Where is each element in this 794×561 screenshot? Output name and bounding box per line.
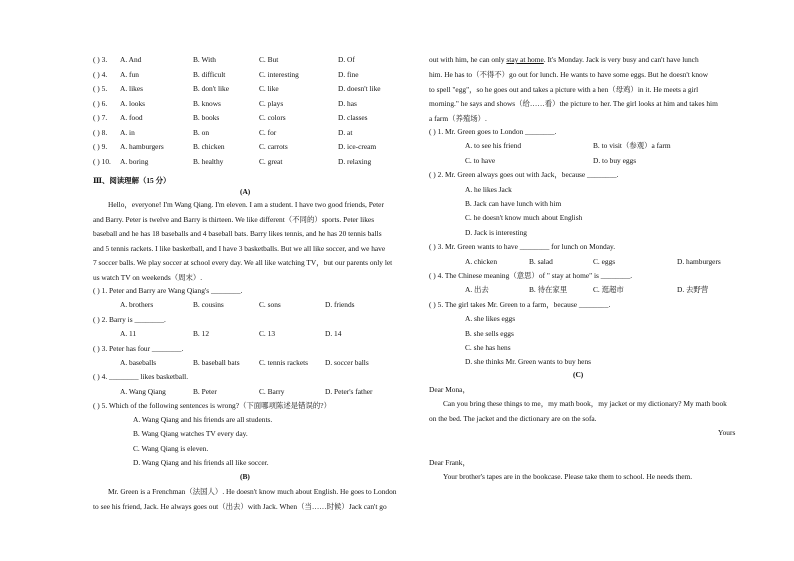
answer-option: D. Wang Qiang and his friends all like soccer. (133, 458, 269, 468)
cloze-option: B. chicken (193, 142, 225, 151)
cloze-option: C. for (259, 127, 277, 137)
answer-option: D. 14 (325, 329, 342, 339)
answer-option: A. brothers (120, 300, 154, 310)
answer-option: B. she sells eggs (465, 328, 514, 338)
answer-option: B. cousins (193, 300, 224, 310)
passage-line: baseball and he has 18 baseballs and 4 baseball bats. Barry likes tennis, and he has 20 tennis balls (93, 229, 382, 238)
cloze-question-number: ( ) 5. (93, 84, 108, 93)
answer-option: A. baseballs (120, 358, 157, 367)
answer-option: D. soccer balls (325, 358, 369, 367)
answer-option: B. salad (529, 256, 553, 266)
passage-b-line (429, 56, 699, 63)
letter-line: Can you bring these things to me，my math book，my jacket or my dictionary? My math book (443, 399, 727, 408)
cloze-option: D. has (338, 98, 357, 108)
cloze-option: D. relaxing (338, 156, 372, 166)
question-stem: ( ) 1. Peter and Barry are Wang Qiang's ________. (93, 286, 243, 295)
answer-option: D. friends (325, 300, 355, 310)
letter-sign-off: Yours (718, 428, 736, 437)
cloze-option: B. knows (193, 98, 221, 108)
cloze-option: C. plays (259, 98, 284, 108)
letter-line: on the bed. The jacket and the dictionary are on the sofa. (429, 413, 597, 423)
answer-option: B. Wang Qiang watches TV every day. (133, 429, 248, 439)
question-stem: ( ) 4. The Chinese meaning（意思）of " stay at home" is ________. (429, 271, 633, 280)
passage-line: us watch TV on weekends（周末）. (93, 272, 203, 282)
cloze-option: C. interesting (259, 69, 299, 79)
question-stem: ( ) 3. Peter has four ________. (93, 343, 184, 353)
answer-option: B. baseball bats (193, 358, 240, 367)
passage-line: him. He has to（不得不）go out for lunch. He wants to have some eggs. But he doesn't know (429, 70, 709, 79)
cloze-option: B. healthy (193, 156, 224, 166)
cloze-option: A. in (120, 127, 135, 137)
cloze-option: C. But (259, 55, 279, 64)
letter-greeting-frank: Dear Frank， (429, 458, 470, 467)
question-stem: ( ) 2. Barry is ________. (93, 314, 166, 324)
answer-option: C. tennis rackets (259, 358, 309, 367)
cloze-option: B. With (193, 55, 216, 64)
cloze-option: C. like (259, 84, 279, 93)
cloze-option: C. carrots (259, 142, 288, 151)
passage-line: and Barry. Peter is twelve and Barry is thirteen. We like different（不同的）sports. Peter likes (93, 214, 375, 224)
answer-option: C. she has hens (465, 343, 511, 352)
passage-a-title: (A) (240, 187, 251, 196)
answer-option: A. Wang Qiang and his friends are all students. (133, 415, 273, 424)
answer-option: A. to see his friend (465, 141, 522, 151)
cloze-option: B. difficult (193, 69, 226, 79)
answer-option: A. he likes Jack (465, 184, 512, 194)
passage-line: 7 soccer balls. We play soccer at school every day. We all like watching TV，but our parents only let (93, 258, 393, 267)
cloze-option: B. don't like (193, 84, 230, 93)
answer-option: A. Wang Qiang (120, 386, 166, 396)
answer-option: A. she likes eggs (465, 314, 516, 324)
answer-option: B. to visit（参观）a farm (593, 141, 671, 151)
answer-option: B. Jack can have lunch with him (465, 199, 562, 208)
answer-option: C. Barry (259, 386, 285, 396)
cloze-option: A. boring (120, 156, 149, 166)
answer-option: D. 去野营 (677, 285, 709, 295)
answer-option: B. 待在家里 (529, 285, 568, 295)
cloze-option: D. doesn't like (338, 84, 381, 93)
passage-c-title: (C) (573, 370, 584, 379)
passage-line: to see his friend, Jack. He always goes out（出去）with Jack. When（当……时候）Jack can't go (93, 501, 387, 511)
passage-line: morning." he says and shows（给……看）the picture to her. The girl looks at him and takes him (429, 99, 718, 108)
cloze-option: A. likes (120, 84, 143, 93)
cloze-question-number: ( ) 6. (93, 98, 108, 108)
answer-option: A. 出去 (465, 285, 489, 295)
cloze-question-number: ( ) 4. (93, 69, 108, 79)
cloze-option: C. colors (259, 113, 286, 122)
cloze-option: D. fine (338, 69, 359, 79)
cloze-option: A. looks (120, 98, 146, 108)
cloze-option: D. Of (338, 55, 355, 64)
passage-line: a farm（养殖场）. (429, 113, 487, 123)
answer-option: C. sons (259, 300, 281, 310)
passage-line: Hello，everyone! I'm Wang Qiang. I'm eleven. I am a student. I have two good friends, Peter (108, 200, 384, 209)
passage-line: to spell "egg"，so he goes out and takes a picture with a hen（母鸡）in it. He meets a girl (429, 84, 699, 94)
question-stem: ( ) 2. Mr. Green always goes out with Jack，because ________. (429, 170, 619, 180)
answer-option: C. Wang Qiang is eleven. (133, 443, 209, 453)
cloze-option: C. great (259, 156, 283, 166)
passage-b-line-pre: out with him, he can only (429, 55, 507, 64)
stay-at-home-phrase: stay at home (506, 55, 544, 64)
cloze-option: D. classes (338, 113, 368, 122)
answer-option: D. Jack is interesting (465, 227, 527, 237)
answer-option: A. chicken (465, 256, 498, 266)
question-stem: ( ) 3. Mr. Green wants to have ________ for lunch on Monday. (429, 242, 616, 252)
answer-option: C. he doesn't know much about English (465, 213, 583, 223)
answer-option: C. eggs (593, 256, 616, 266)
letter-greeting-mona: Dear Mona， (429, 385, 470, 394)
cloze-option: A. fun (120, 69, 139, 79)
question-stem: ( ) 5. Which of the following sentences is wrong?（下面哪项陈述是错误的?） (93, 401, 331, 410)
letter-body-frank: Your brother's tapes are in the bookcase. Please take them to school. He needs them. (443, 472, 693, 481)
answer-option: C. 13 (259, 329, 276, 339)
cloze-question-number: ( ) 7. (93, 113, 108, 122)
cloze-option: D. ice-cream (338, 142, 377, 151)
answer-option: D. Peter's father (325, 386, 373, 396)
cloze-option: A. food (120, 113, 143, 122)
cloze-question-number: ( ) 10. (93, 156, 111, 166)
passage-line: and 5 tennis rackets. I like basketball, and I have 3 basketballs. But we all like soccer, and we have (93, 243, 386, 253)
answer-option: B. 12 (193, 329, 210, 339)
answer-option: D. to buy eggs (593, 155, 637, 165)
cloze-option: D. at (338, 127, 353, 137)
answer-option: C. to have (465, 155, 496, 165)
section-heading: Ⅲ、阅读理解（15 分） (93, 176, 171, 185)
cloze-option: B. on (193, 127, 210, 137)
passage-line: Mr. Green is a Frenchman（法国人）. He doesn't know much about English. He goes to London (108, 487, 397, 496)
passage-b-title: (B) (240, 472, 250, 481)
cloze-question-number: ( ) 3. (93, 55, 108, 64)
passage-b-line-post: . It's Monday. Jack is very busy and can't have lunch (543, 55, 699, 64)
cloze-option: B. books (193, 113, 220, 122)
cloze-option: A. And (120, 55, 142, 64)
question-stem: ( ) 5. The girl takes Mr. Green to a farm，because ________. (429, 299, 611, 309)
cloze-question-number: ( ) 8. (93, 127, 108, 137)
question-stem: ( ) 1. Mr. Green goes to London ________. (429, 127, 557, 136)
question-stem: ( ) 4. ________ likes basketball. (93, 372, 189, 382)
answer-option: D. she thinks Mr. Green wants to buy hens (465, 357, 592, 367)
answer-option: A. 11 (120, 329, 137, 339)
answer-option: B. Peter (193, 386, 217, 396)
answer-option: D. hamburgers (677, 256, 721, 266)
answer-option: C. 逛超市 (593, 285, 624, 295)
cloze-option: A. hamburgers (120, 142, 164, 151)
cloze-question-number: ( ) 9. (93, 142, 108, 151)
